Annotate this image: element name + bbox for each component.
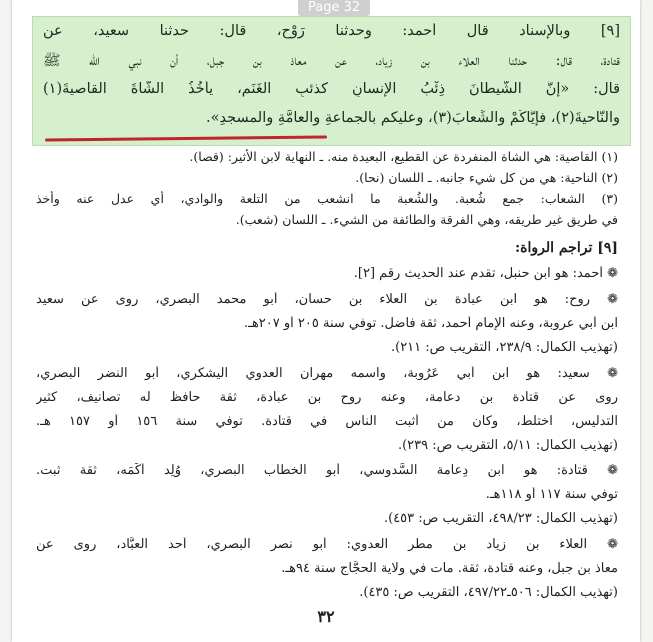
narrator-ahmad: ❁ أحمد: هو ابن حنبل، تقدم عند الحديث رقم [٢]. bbox=[353, 266, 618, 281]
hadith-line-4: والنَّاحيةَ(٢)، فإيَّاكُمْ والشِّعابَ(٣)، وعليكم بالجماعةِ والعامَّةِ والمسجدِ». bbox=[206, 110, 620, 126]
document-page bbox=[12, 0, 640, 642]
narrator-alaa-ref: (تهذيب الكمال: ٥٠٦ـ٤٩٧/٢٢، التقريب ص: ٤٣٥). bbox=[359, 585, 618, 600]
section-title: [٩] تراجم الرواة: bbox=[514, 240, 618, 256]
narrator-rawh-ref: (تهذيب الكمال: ٢٣٨/٩، التقريب ص: ٢١١). bbox=[390, 340, 618, 355]
narrator-qatada-line-2: توفي سنة ١١٧ أو ١١٨هـ. bbox=[485, 487, 618, 502]
narrator-qatada-line-1: ❁ قتادة: هو ابن دِعامة السَّدوسي، أبو الخطاب البصري، وُلِد أكْمَه، ثقة ثبت. bbox=[36, 463, 618, 478]
page-indicator: Page 32 bbox=[298, 0, 370, 16]
narrator-saeed-ref: (تهذيب الكمال: ٥/١١، التقريب ص: ٢٣٩). bbox=[397, 438, 618, 453]
narrator-saeed-line-2: روى عن قتادة بن دعامة، وعنه روح بن عبادة، ثقة حافظ له تصانيف، كثير bbox=[36, 390, 618, 405]
narrator-alaa-line-2: معاذ بن جبل، وعنه قتادة، ثقة. مات في ولاية الحجَّاج سنة ٩٤هـ. bbox=[281, 561, 618, 576]
footnote-1: (١) القاصية: هي الشاة المنفردة عن القطيع، البعيدة منه. ـ النهاية لابن الأثير: (قصا). bbox=[189, 149, 618, 164]
footnote-3-cont: في طريق غير طريقه، وهي الفرقة والطائفة من الشيء. ـ اللسان (شعب). bbox=[235, 212, 618, 227]
narrator-alaa-line-1: ❁ العلاء بن زياد بن مطر العدوي: أبو نصر البصري، أحد العبَّاد، روى عن bbox=[36, 537, 618, 552]
hadith-highlight-box bbox=[32, 16, 631, 146]
narrator-rawh-line-2: ابن أبي عروبة، وعنه الإمام أحمد، ثقة فاضل. توفي سنة ٢٠٥ أو ٢٠٧هـ. bbox=[244, 316, 618, 331]
hadith-line-3: قال: «إنَّ الشَّيطانَ ذِئْبُ الإنسانِ كذئبِ الغَنَمِ، يأخُذُ الشَّاةَ القاصيةَ(١) bbox=[43, 81, 620, 97]
narrator-saeed-line-1: ❁ سعيد: هو ابن أبي عَرُوبة، واسمه مهران العدوي اليشكري، أبو النضر البصري، bbox=[36, 366, 618, 381]
hadith-line-1: [٩] وبالإسناد قال أحمد: وحدثنا رَوْح، قال: حدثنا سعيد، عن bbox=[43, 23, 620, 39]
narrator-qatada-ref: (تهذيب الكمال: ٤٩٨/٢٣، التقريب ص: ٤٥٣). bbox=[383, 511, 618, 526]
hadith-line-2: قتادة، قال: حدثنا العلاء بن زياد، عن معاذ بن جبل، أن نبي الله ﷺ bbox=[43, 53, 620, 69]
footnote-3: (٣) الشعاب: جمع شُعبة. والشُعبة ما انشعب من التلعة والوادي، أي عدل عنه وأخذ bbox=[36, 191, 618, 206]
page-number: ٣٢ bbox=[317, 607, 335, 626]
red-underline-annotation bbox=[45, 136, 327, 142]
narrator-saeed-line-3: التدليس، اختلط، وكان من أثبت الناس في قتادة. توفي سنة ١٥٦ أو ١٥٧ هـ. bbox=[36, 414, 618, 429]
narrator-rawh-line-1: ❁ روح: هو ابن عبادة بن العلاء بن حسان، أبو محمد البصري، روى عن سعيد bbox=[36, 292, 618, 307]
footnote-2: (٢) الناحية: هي من كل شيء جانبه. ـ اللسان (نحا). bbox=[355, 170, 618, 185]
